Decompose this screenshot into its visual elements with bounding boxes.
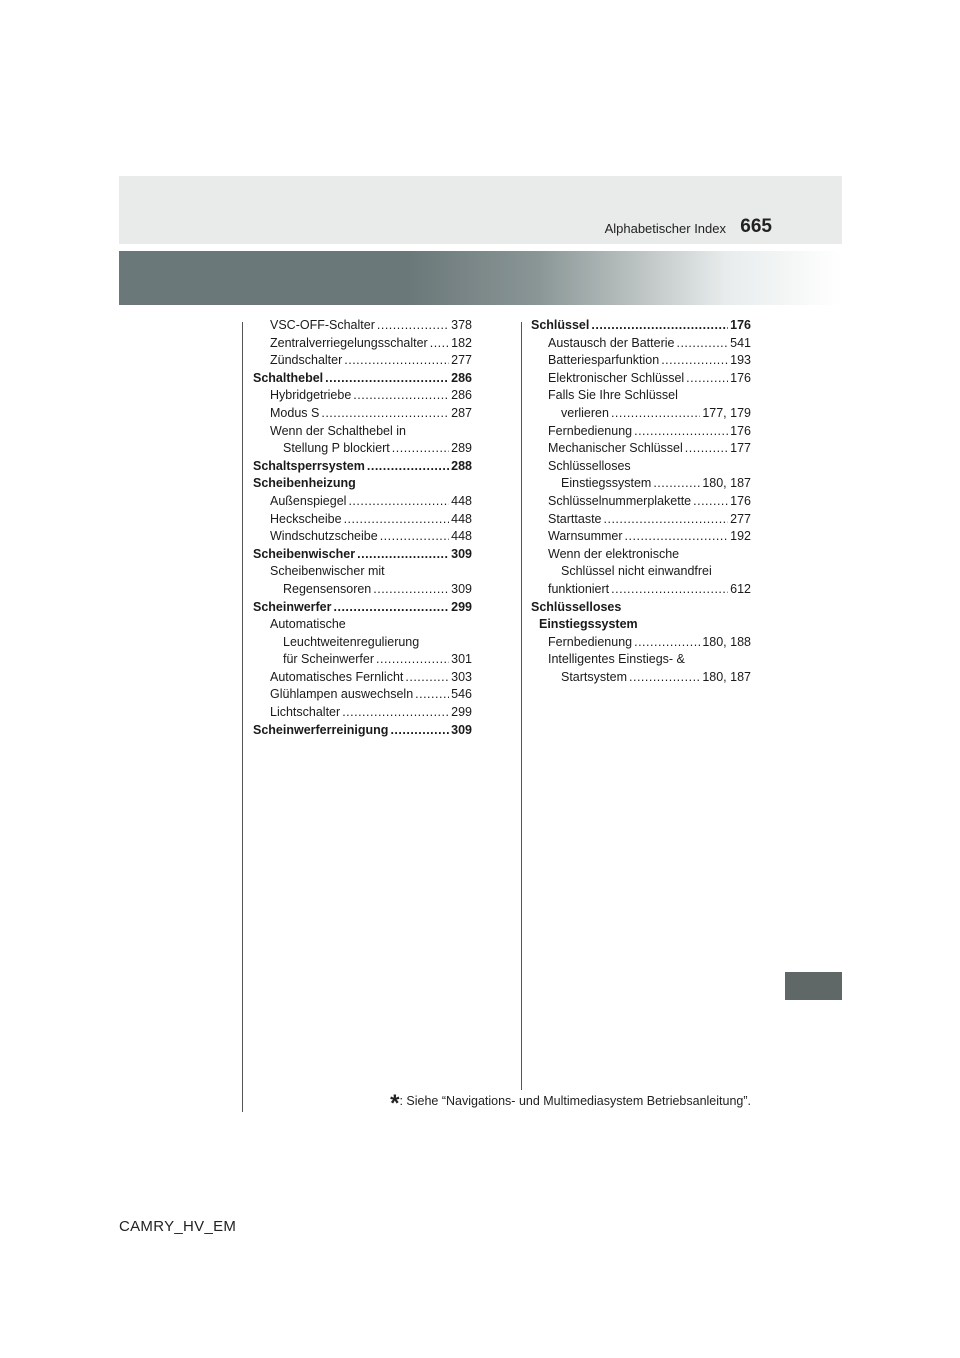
index-entry [531,511,751,529]
leader-dots [353,387,449,405]
entry-term: Startsystem [561,669,627,684]
index-entry [531,669,751,687]
entry-term: Schaltsperrsystem [253,458,365,473]
entry-page: 448 [451,511,472,526]
entry-term: Schlüssel nicht einwandfrei [561,564,712,579]
index-entry [531,528,751,546]
column-divider [521,322,522,1090]
entry-term: Schlüsselnummerplakette [548,493,692,508]
leader-dots [390,722,449,740]
entry-term: Hybridgetriebe [270,388,352,403]
leader-dots [325,370,449,388]
index-entry [253,387,472,405]
entry-term: Wenn der Schalthebel in [270,423,406,438]
entry-page: 299 [451,599,472,614]
entry-page: 277 [451,353,472,368]
index-entry [253,686,472,704]
index-entry [253,370,472,388]
entry-page: 287 [451,405,472,420]
index-entry [531,563,751,581]
index-entry [531,581,751,599]
index-entry [253,599,472,617]
entry-term: Stellung P blockiert [283,441,390,456]
entry-term: funktioniert [548,581,610,596]
entry-term: Batteriesparfunktion [548,353,660,368]
leader-dots [676,335,728,353]
leader-dots [686,370,728,388]
leader-dots [321,405,449,423]
entry-term: Regensensoren [283,581,372,596]
entry-term: Glühlampen auswechseln [270,687,414,702]
entry-term: Heckscheibe [270,511,342,526]
entry-page: 303 [451,669,472,684]
entry-term: Scheibenheizung [253,476,356,491]
index-entry [531,599,751,617]
entry-term: Mechanischer Schlüssel [548,441,683,456]
entry-page: 182 [451,335,472,350]
entry-term: Schlüsselloses [531,599,622,614]
index-entry [253,651,472,669]
entry-term: Schalthebel [253,370,324,385]
index-entry [531,616,751,634]
entry-page: 180, 187 [702,669,751,684]
entry-page: 177, 179 [702,405,751,420]
section-title: Alphabetischer Index [604,221,726,236]
entry-term: Falls Sie Ihre Schlüssel [548,388,678,403]
entry-page: 176 [730,370,751,385]
index-entry [253,563,472,581]
entry-term: Warnsummer [548,529,623,544]
entry-page: 288 [451,458,472,473]
entry-page: 378 [451,318,472,332]
leader-dots [348,493,449,511]
index-entry [531,546,751,564]
entry-term: Außenspiegel [270,493,347,508]
leader-dots [334,599,450,617]
leader-dots [634,634,700,652]
index-entry [253,546,472,564]
index-entry [253,669,472,687]
footnote-text: : Siehe “Navigations- und Multimediasystem Betriebsanleitung”. [399,1094,751,1108]
index-entry [531,387,751,405]
entry-term: Schlüsselloses [548,458,631,473]
entry-term: Schlüssel [531,318,590,332]
entry-term: Scheibenwischer [253,546,356,561]
entry-term: Modus S [270,405,320,420]
footnote-marker: * [390,1090,400,1117]
index-entry [253,493,472,511]
index-entry [253,423,472,441]
leader-dots [344,352,449,370]
entry-term: Austausch der Batterie [548,335,675,350]
index-entry [531,405,751,423]
leader-dots [376,651,449,669]
entry-page: 309 [451,546,472,561]
index-column-right [531,317,751,686]
entry-page: 192 [730,529,751,544]
index-entry [531,493,751,511]
entry-term: Scheibenwischer mit [270,564,385,579]
entry-term: Elektronischer Schlüssel [548,370,685,385]
entry-page: 541 [730,335,751,350]
index-entry [531,634,751,652]
entry-page: 546 [451,687,472,702]
index-entry [253,528,472,546]
entry-page: 612 [730,581,751,596]
index-entry [253,405,472,423]
leader-dots [342,704,449,722]
entry-page: 180, 188 [702,634,751,649]
entry-page: 286 [451,370,472,385]
chapter-tab [785,972,842,1000]
index-entry [531,370,751,388]
leader-dots [357,546,449,564]
leader-dots [653,475,700,493]
entry-term: Automatische [270,617,346,632]
entry-term: Leuchtweitenregulierung [283,634,420,649]
footnote [390,1090,751,1118]
entry-term: Fernbedienung [548,634,633,649]
entry-term: Einstiegssystem [539,617,638,632]
entry-page: 277 [730,511,751,526]
index-entry [253,616,472,634]
entry-term: Scheinwerfer [253,599,332,614]
leader-dots [415,686,449,704]
entry-page: 301 [451,652,472,667]
entry-page: 180, 187 [702,476,751,491]
entry-term: Automatisches Fernlicht [270,669,404,684]
index-entry [253,722,472,740]
left-rule [242,322,243,1112]
entry-term: Fernbedienung [548,423,633,438]
index-entry [253,335,472,353]
entry-term: Einstiegssystem [561,476,652,491]
entry-term: Zentralverriegelungsschalter [270,335,428,350]
leader-dots [377,317,449,335]
entry-term: Scheinwerferreinigung [253,722,389,737]
leader-dots [380,528,449,546]
entry-page: 176 [730,423,751,438]
leader-dots [373,581,449,599]
document-code: CAMRY_HV_EM [119,1218,237,1235]
entry-page: 193 [730,353,751,368]
index-entry [531,475,751,493]
entry-page: 448 [451,493,472,508]
leader-dots [661,352,728,370]
entry-page: 299 [451,705,472,720]
header-gradient-bar [119,251,842,305]
leader-dots [392,440,449,458]
entry-page: 448 [451,529,472,544]
leader-dots [430,335,449,353]
index-entry [531,335,751,353]
leader-dots [367,458,449,476]
leader-dots [634,423,728,441]
leader-dots [604,511,729,529]
index-entry [253,634,472,652]
leader-dots [344,511,450,529]
leader-dots [405,669,449,687]
entry-page: 309 [451,722,472,737]
entry-page: 177 [730,441,751,456]
entry-term: Windschutzscheibe [270,529,378,544]
index-entry [253,440,472,458]
leader-dots [611,405,700,423]
index-entry [531,423,751,441]
entry-page: 286 [451,388,472,403]
leader-dots [611,581,728,599]
page-number: 665 [740,216,772,237]
entry-term: VSC-OFF-Schalter [270,318,375,332]
index-entry [253,352,472,370]
entry-term: verlieren [561,405,609,420]
leader-dots [591,317,728,335]
entry-page: 309 [451,581,472,596]
entry-term: Wenn der elektronische [548,546,680,561]
leader-dots [693,493,728,511]
index-entry [253,511,472,529]
entry-term: Zündschalter [270,353,343,368]
index-entry [531,317,751,335]
entry-page: 176 [730,493,751,508]
index-entry [253,704,472,722]
index-column-left [253,317,472,739]
entry-term: für Scheinwerfer [283,652,375,667]
index-entry [531,458,751,476]
index-entry [531,352,751,370]
index-entry [253,317,472,335]
header-band [119,176,842,244]
leader-dots [685,440,728,458]
entry-term: Lichtschalter [270,705,341,720]
entry-page: 176 [730,318,751,332]
index-entry [531,651,751,669]
entry-term: Intelligentes Einstiegs- & [548,652,685,667]
index-entry [253,475,472,493]
entry-term: Starttaste [548,511,602,526]
index-entry [253,458,472,476]
index-entry [253,581,472,599]
index-entry [531,440,751,458]
entry-page: 289 [451,441,472,456]
leader-dots [629,669,700,687]
leader-dots [625,528,729,546]
